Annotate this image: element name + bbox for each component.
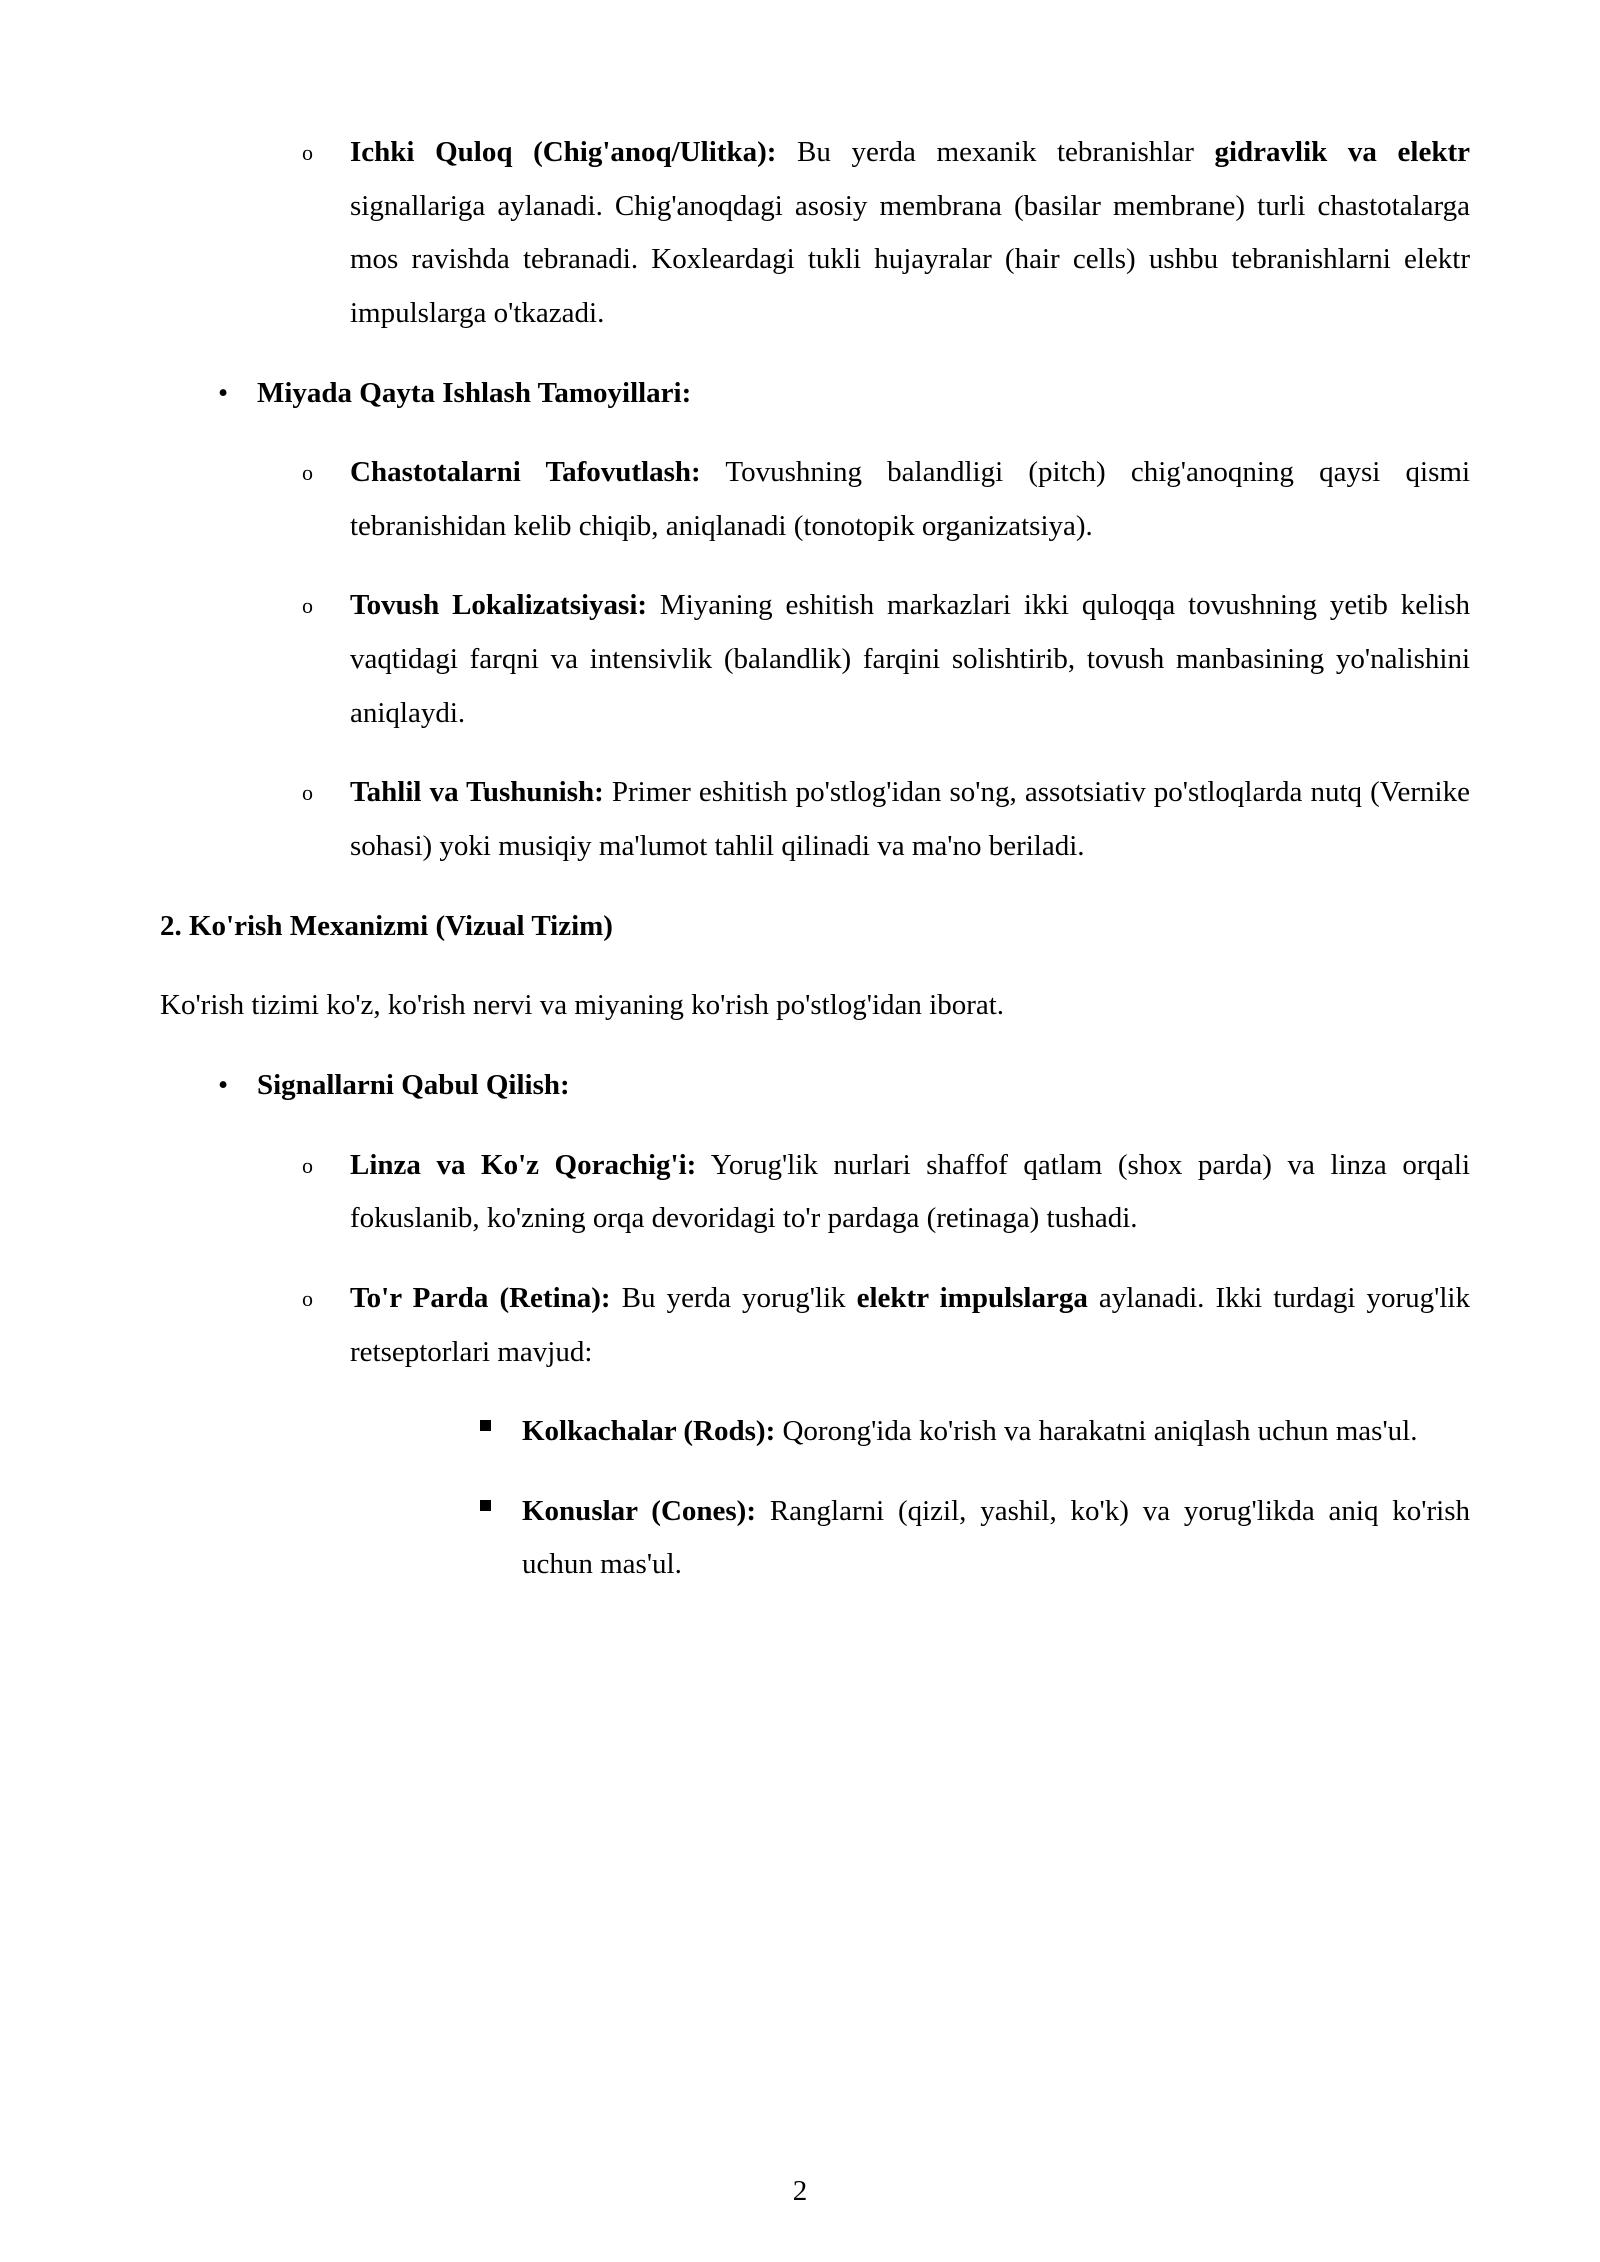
section-heading (160, 900, 1470, 954)
emphasis-text: elektr impulslarga (856, 1281, 1088, 1314)
list-item-lead-term: 2. Ko'rish Mexanizmi (Vizual Tizim) (160, 909, 613, 942)
square-bullet-glyph (480, 1500, 491, 1511)
square-bullet-icon (480, 1405, 491, 1459)
list-item-lead-term: Tahlil va Tushunish: (350, 776, 604, 809)
body-text: Tovushning balandligi (pitch) chig'anoqning qaysi qismi tebranishidan kelib chiqib, aniqlanadi (tonotopik organizatsiya). (350, 456, 1471, 542)
list-item-level-2 (160, 1139, 1470, 1246)
page-number: 2 (792, 2175, 808, 2207)
list-item-lead-term: Linza va Ko'z Qorachig'i: (350, 1148, 697, 1181)
body-text: Primer eshitish po'stlog'idan so'ng, assotsiativ po'stloqlarda nutq (Vernike sohasi) yoki musiqiy ma'lumot tahlil qilinadi va ma'no beriladi. (350, 776, 1470, 863)
list-item-level-3 (160, 1485, 1470, 1592)
body-text: Yorug'lik nurlari shaffof qatlam (shox parda) va linza orqali fokuslanib, ko'zning orqa devoridagi to'r pardaga (retinaga) tushadi. (350, 1148, 1470, 1235)
body-text: signallariga aylanadi. Chig'anoqdagi asosiy membrana (basilar membrane) turli chastotalarga mos ravishda tebranadi. Koxleardagi tukli hujayralar (hair cells) ushbu tebranishlarni elektr impulslarga o'tkazadi. (350, 189, 1470, 329)
list-item-lead-term: Ichki Quloq (Chig'anoq/Ulitka): (350, 136, 777, 168)
body-text: aylanadi. Ikki turdagi yorug'lik retseptorlari mavjud: (350, 1281, 1470, 1368)
list-item-level-3 (160, 1405, 1470, 1459)
body-paragraph (160, 979, 1470, 1033)
list-item-level-2 (160, 579, 1470, 740)
body-text: Qorong'ida ko'rish va harakatni aniqlash uchun mas'ul. (775, 1415, 1418, 1448)
document-body (160, 126, 1470, 1592)
list-item-level-2 (160, 1272, 1470, 1379)
circle-outline-bullet-icon: o (302, 1285, 313, 1311)
square-bullet-icon (480, 1485, 491, 1539)
list-item-level-1 (160, 367, 1470, 421)
list-item-lead-term: Chastotalarni Tafovutlash: (350, 456, 701, 489)
body-text: Bu yerda mexanik tebranishlar (776, 136, 1215, 168)
list-item-lead-term: Konuslar (Cones): (522, 1494, 757, 1527)
body-text: Ranglarni (qizil, yashil, ko'k) va yorug'likda aniq ko'rish uchun mas'ul. (522, 1494, 1470, 1581)
list-item-level-1 (160, 1059, 1470, 1113)
circle-outline-bullet-icon: o (302, 140, 313, 165)
square-bullet-glyph (480, 1420, 491, 1431)
list-item-lead-term: Kolkachalar (Rods): (522, 1415, 776, 1448)
list-item-lead-term: To'r Parda (Retina): (350, 1281, 611, 1314)
emphasis-text: gidravlik va elektr (1214, 136, 1470, 168)
list-item-lead-term: Miyada Qayta Ishlash Tamoyillari: (257, 376, 692, 409)
list-item-level-2 (160, 766, 1470, 873)
body-text: Miyaning eshitish markazlari ikki quloqqa tovushning yetib kelish vaqtidagi farqni va intensivlik (balandlik) farqini solishtirib, tovush manbasining yo'nalishini aniqlaydi. (350, 589, 1470, 729)
list-item-lead-term: Signallarni Qabul Qilish: (257, 1068, 570, 1101)
body-text: Bu yerda yorug'lik (610, 1281, 857, 1314)
circle-outline-bullet-icon: o (302, 780, 313, 806)
round-bullet-icon: • (218, 376, 229, 409)
list-item-lead-term: Tovush Lokalizatsiyasi: (350, 589, 648, 622)
circle-outline-bullet-icon: o (302, 1152, 313, 1178)
circle-outline-bullet-icon: o (302, 593, 313, 619)
round-bullet-icon: • (218, 1068, 229, 1101)
circle-outline-bullet-icon: o (302, 460, 313, 486)
body-text: Ko'rish tizimi ko'z, ko'rish nervi va miyaning ko'rish po'stlog'idan iborat. (160, 989, 1005, 1022)
list-item-level-2 (160, 126, 1470, 341)
list-item-level-2 (160, 446, 1470, 553)
